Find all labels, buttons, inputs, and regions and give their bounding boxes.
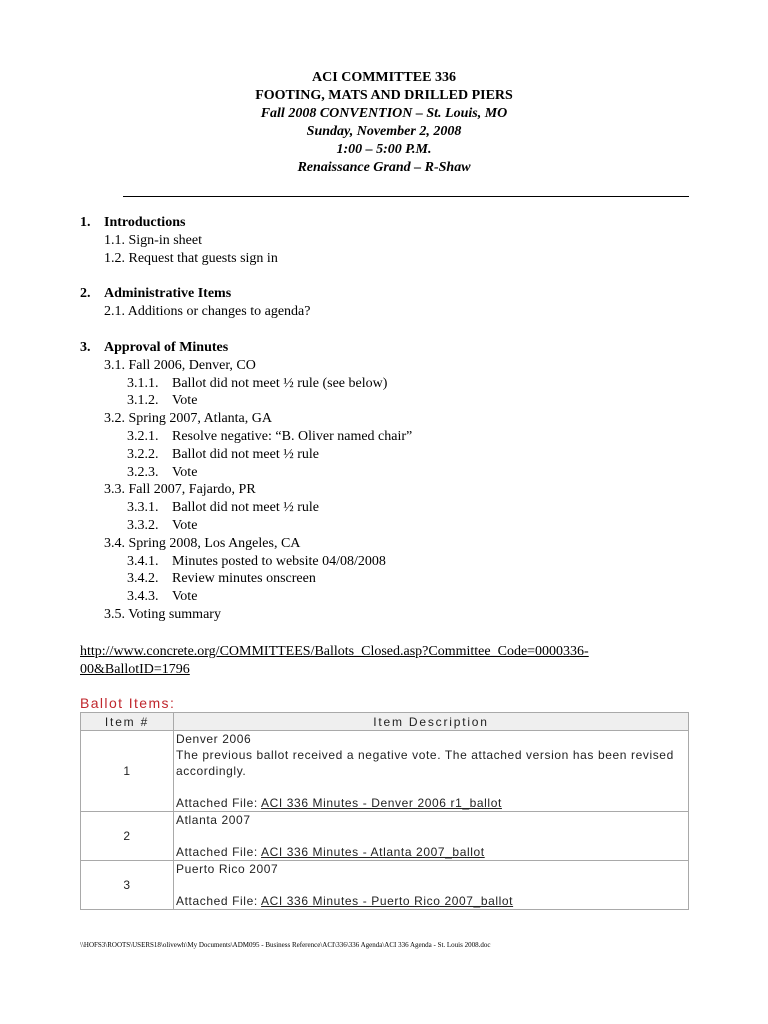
table-row (81, 861, 689, 910)
section-number: 3. (80, 339, 91, 355)
item-number: 1.2. (104, 250, 125, 266)
subitem-number: 3.3.2. (127, 517, 159, 533)
attached-file-link[interactable]: ACI 336 Minutes - Denver 2006 r1_ballot (261, 796, 502, 810)
item-number: 3.3. (104, 482, 125, 498)
agenda-section (80, 339, 700, 624)
item-number: 3.2. (104, 411, 125, 427)
subitem-text: Review minutes onscreen (172, 571, 316, 587)
item-text: Additions or changes to agenda? (127, 304, 311, 320)
table-row (81, 812, 689, 861)
subitem-number: 3.2.2. (127, 446, 159, 462)
committee-subject: FOOTING, MATS AND DRILLED PIERS (255, 88, 513, 103)
agenda-item (80, 410, 700, 428)
ballots-url-line-2[interactable]: 00&BallotID=1796 (80, 662, 190, 677)
agenda-item (80, 606, 700, 624)
meeting-date: Sunday, November 2, 2008 (306, 124, 462, 139)
subitem-text: Vote (172, 517, 198, 533)
subitem-number: 3.1.2. (127, 393, 159, 409)
ballot-items-table (80, 712, 689, 910)
item-number: 3.5. (104, 606, 125, 622)
agenda-subitem (80, 375, 700, 393)
item-description-cell (174, 861, 689, 910)
item-description-cell (174, 812, 689, 861)
subitem-number: 3.4.1. (127, 553, 159, 569)
agenda-subitem (80, 499, 700, 517)
ballot-items-heading: Ballot Items: (80, 695, 176, 711)
committee-title: ACI COMMITTEE 336 (312, 70, 456, 85)
meeting-time: 1:00 – 5:00 P.M. (336, 142, 432, 157)
item-text: Request that guests sign in (128, 250, 278, 266)
item-number: 3.4. (104, 535, 125, 551)
item-number-cell: 3 (81, 861, 174, 910)
section-number: 1. (80, 215, 91, 230)
agenda-list (80, 214, 700, 624)
item-number-cell: 1 (81, 731, 174, 812)
agenda-subitem (80, 570, 700, 588)
meeting-location: Renaissance Grand – R-Shaw (297, 160, 471, 175)
agenda-item (80, 232, 700, 250)
subitem-number: 3.4.2. (127, 571, 159, 587)
attached-file-link[interactable]: ACI 336 Minutes - Puerto Rico 2007_ballot (261, 894, 514, 908)
section-title: Administrative Items (104, 286, 232, 302)
subitem-text: Vote (172, 589, 198, 605)
attached-file-label: Attached File: (176, 894, 262, 908)
item-number-cell: 2 (81, 812, 174, 861)
agenda-item (80, 357, 700, 375)
item-text: Voting summary (128, 606, 221, 622)
agenda-item (80, 303, 700, 321)
agenda-section (80, 214, 700, 267)
agenda-subitem (80, 553, 700, 571)
item-description-cell (174, 731, 689, 812)
header-divider (123, 196, 689, 197)
subitem-text: Minutes posted to website 04/08/2008 (172, 553, 386, 569)
subitem-number: 3.2.1. (127, 428, 159, 444)
ballots-url-line-1[interactable]: http://www.concrete.org/COMMITTEES/Ballots_Closed.asp?Committee_Code=0000336- (80, 644, 589, 659)
agenda-section (80, 285, 700, 321)
file-path-footer: \\HOFS3\ROOTS\USERS18\olivewh\My Documents\ADM095 - Business Reference\ACI\336\336 Agenda\ACI 336 Agenda - St. Louis 2008.doc (80, 941, 491, 949)
subitem-text: Ballot did not meet ½ rule (see below) (172, 375, 388, 391)
agenda-subitem (80, 392, 700, 410)
agenda-item (80, 481, 700, 499)
agenda-subitem (80, 464, 700, 482)
subitem-text: Resolve negative: “B. Oliver named chair” (172, 428, 413, 444)
section-title: Approval of Minutes (104, 339, 229, 355)
subitem-number: 3.1.1. (127, 375, 159, 391)
subitem-text: Ballot did not meet ½ rule (172, 500, 319, 516)
agenda-item (80, 535, 700, 553)
item-number: 2.1. (104, 304, 125, 320)
item-text: Fall 2007, Fajardo, PR (128, 482, 256, 498)
table-header-row (81, 713, 689, 731)
item-title: Atlanta 2007 (176, 813, 251, 827)
attached-file-link[interactable]: ACI 336 Minutes - Atlanta 2007_ballot (261, 845, 485, 859)
item-text: Spring 2008, Los Angeles, CA (128, 535, 301, 551)
item-text: Fall 2006, Denver, CO (128, 357, 256, 373)
item-title: Puerto Rico 2007 (176, 862, 279, 876)
agenda-subitem (80, 517, 700, 535)
subitem-text: Vote (172, 464, 198, 480)
attached-file-label: Attached File: (176, 796, 262, 810)
item-number: 3.1. (104, 357, 125, 373)
item-note: The previous ballot received a negative vote. The attached version has been revised accordingly. (176, 748, 674, 778)
agenda-subitem (80, 588, 700, 606)
attached-file-label: Attached File: (176, 845, 262, 859)
item-number: 1.1. (104, 232, 125, 248)
table-row (81, 731, 689, 812)
column-header-item-number: Item # (81, 713, 174, 731)
ballots-url-link[interactable] (80, 643, 680, 679)
column-header-item-description: Item Description (174, 713, 689, 731)
subitem-number: 3.2.3. (127, 464, 159, 480)
item-title: Denver 2006 (176, 732, 252, 746)
subitem-text: Ballot did not meet ½ rule (172, 446, 319, 462)
agenda-subitem (80, 428, 700, 446)
section-number: 2. (80, 286, 91, 302)
convention-line: Fall 2008 CONVENTION – St. Louis, MO (260, 106, 508, 121)
subitem-number: 3.4.3. (127, 589, 159, 605)
subitem-text: Vote (172, 393, 198, 409)
meeting-header (0, 69, 768, 177)
item-text: Sign-in sheet (128, 232, 202, 248)
subitem-number: 3.3.1. (127, 500, 159, 516)
item-text: Spring 2007, Atlanta, GA (128, 411, 272, 427)
agenda-subitem (80, 446, 700, 464)
agenda-item (80, 250, 700, 268)
section-title: Introductions (104, 215, 186, 230)
